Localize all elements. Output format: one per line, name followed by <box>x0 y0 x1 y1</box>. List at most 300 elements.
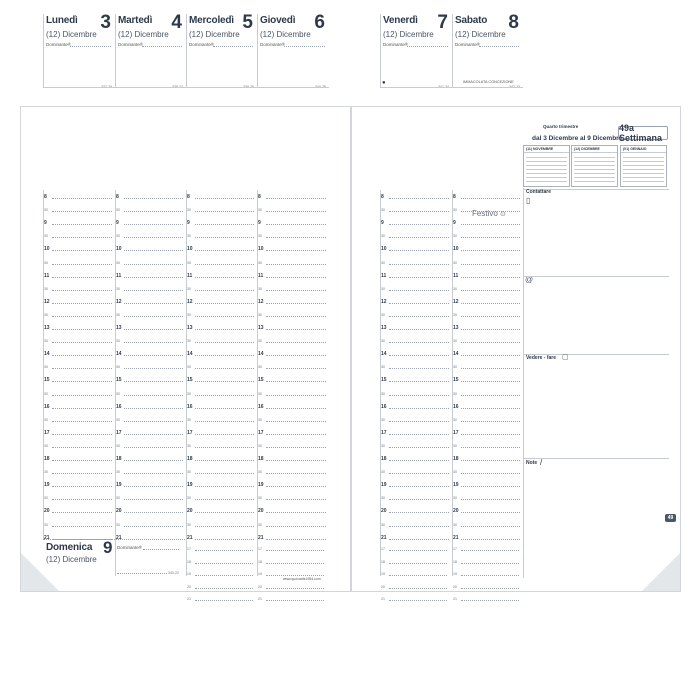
hour-line <box>461 198 520 199</box>
hour-line <box>124 355 183 356</box>
hour-label: 15 <box>381 377 387 384</box>
hour-line <box>195 381 254 382</box>
hour-label: 19 <box>453 482 459 489</box>
mini-calendar-grid <box>623 154 664 183</box>
hour-line <box>52 224 112 225</box>
day-name: Lunedì <box>46 15 78 26</box>
half-hour-label: 30 <box>187 286 191 291</box>
day-header-monday[interactable] <box>43 14 115 88</box>
half-hour-label: 30 <box>116 417 120 422</box>
hour-label: 21 <box>187 534 193 541</box>
hour-line <box>266 198 326 199</box>
half-hour-label: 30 <box>258 443 262 448</box>
half-hour-line <box>124 447 183 448</box>
hour-line <box>52 486 112 487</box>
hour-label: 19 <box>187 482 193 489</box>
sunday-hour-line <box>266 575 324 576</box>
day-month: (12) Dicembre <box>46 555 97 564</box>
hour-label: 18 <box>453 456 459 462</box>
day-code: 337-29 <box>101 85 112 89</box>
header-base-line <box>116 87 186 88</box>
hour-line <box>266 381 326 382</box>
half-hour-line <box>266 237 326 238</box>
day-name: Martedì <box>118 15 153 26</box>
half-hour-line <box>195 211 254 212</box>
half-hour-label: 30 <box>187 391 191 396</box>
hour-line <box>461 355 520 356</box>
day-month: (12) Dicembre <box>455 30 506 39</box>
sunday-hour-line <box>195 575 253 576</box>
hour-line <box>195 250 254 251</box>
holiday-label: IMMACOLATA CONCEZIONE <box>463 80 514 84</box>
half-hour-label: 30 <box>453 470 457 475</box>
column-separator <box>115 190 116 576</box>
hour-label: 14 <box>258 351 264 358</box>
half-hour-line <box>195 421 254 422</box>
hour-line <box>195 460 254 461</box>
half-hour-line <box>124 237 183 238</box>
sunday-hour-line <box>389 600 447 601</box>
half-hour-label: 30 <box>381 234 385 239</box>
half-hour-line <box>461 342 520 343</box>
hour-line <box>389 198 449 199</box>
half-hour-line <box>52 290 112 291</box>
header-base-line <box>453 87 523 88</box>
hour-line <box>195 303 254 304</box>
half-hour-line <box>124 342 183 343</box>
half-hour-label: 30 <box>258 260 262 265</box>
hour-line <box>266 434 326 435</box>
note-icon: ▢ <box>562 354 569 361</box>
sunday-day-code: 343-22 <box>168 571 179 575</box>
half-hour-line <box>195 526 254 527</box>
sunday-hour-line <box>461 550 519 551</box>
half-hour-label: 30 <box>187 443 191 448</box>
column-separator <box>380 190 381 576</box>
week-number-badge: 49a Settimana <box>618 126 668 140</box>
half-hour-line <box>52 447 112 448</box>
half-hour-line <box>52 395 112 396</box>
hour-label: 15 <box>453 377 459 384</box>
half-hour-line <box>461 264 520 265</box>
half-hour-line <box>389 421 449 422</box>
sunday-hour-line <box>461 563 519 564</box>
half-hour-label: 30 <box>381 391 385 396</box>
hour-line <box>124 408 183 409</box>
half-hour-label: 30 <box>44 365 48 370</box>
dominante-line <box>213 46 253 47</box>
hour-label: 13 <box>116 325 122 331</box>
sunday-hour-label: 18 <box>453 559 457 564</box>
sunday-hour-label: 19 <box>187 572 191 576</box>
half-hour-label: 30 <box>116 208 120 213</box>
header-base-line <box>258 87 329 88</box>
hour-line <box>266 329 326 330</box>
mini-calendar-november[interactable] <box>523 145 570 187</box>
hour-line <box>461 486 520 487</box>
half-hour-line <box>52 264 112 265</box>
panel-separator <box>523 188 524 578</box>
hour-line <box>195 486 254 487</box>
day-header-thursday[interactable] <box>257 14 329 88</box>
hour-line <box>124 512 183 513</box>
half-hour-label: 30 <box>116 260 120 265</box>
hour-label: 19 <box>44 482 50 489</box>
sunday-hour-line <box>461 588 519 589</box>
sunday-hour-line <box>461 575 519 576</box>
dominante-label: Dominante® <box>455 42 481 47</box>
sunday-hour-line <box>461 600 519 601</box>
half-hour-line <box>389 526 449 527</box>
day-month: (12) Dicembre <box>383 30 434 39</box>
half-hour-line <box>124 421 183 422</box>
half-hour-label: 30 <box>187 208 191 213</box>
hour-line <box>389 408 449 409</box>
half-hour-line <box>52 237 112 238</box>
hour-line <box>266 303 326 304</box>
day-code: 338-27 <box>172 85 183 89</box>
mini-calendar-title: (12) DICEMBRE <box>572 146 617 153</box>
hour-label: 14 <box>453 351 459 358</box>
half-hour-label: 30 <box>258 496 262 501</box>
half-hour-label: 30 <box>187 522 191 527</box>
hour-label: 10 <box>44 246 50 253</box>
hour-line <box>461 408 520 409</box>
half-hour-label: 30 <box>44 208 48 213</box>
dominante-line <box>479 46 519 47</box>
hour-label: 18 <box>116 456 122 462</box>
half-hour-line <box>266 368 326 369</box>
hour-line <box>389 355 449 356</box>
hour-label: 20 <box>44 508 50 515</box>
half-hour-label: 30 <box>187 312 191 317</box>
half-hour-line <box>195 473 254 474</box>
day-month: (12) Dicembre <box>189 30 240 39</box>
hour-line <box>124 381 183 382</box>
sunday-hour-label: 20 <box>381 584 385 589</box>
hour-label: 20 <box>453 508 459 515</box>
hour-label: 13 <box>258 325 264 331</box>
sunday-hour-label: 17 <box>258 547 262 551</box>
day-number: 9 <box>103 538 113 557</box>
day-header-saturday[interactable] <box>452 14 523 88</box>
hour-line <box>195 198 254 199</box>
hour-line <box>195 512 254 513</box>
quarter-label: Quarto trimestre <box>543 124 579 129</box>
hour-label: 11 <box>381 272 387 279</box>
half-hour-label: 30 <box>44 286 48 291</box>
week-range: dal 3 Dicembre al 9 Dicembre <box>532 135 623 142</box>
hour-line <box>389 512 449 513</box>
half-hour-line <box>195 316 254 317</box>
mini-calendar-grid <box>574 154 615 183</box>
half-hour-label: 30 <box>381 286 385 291</box>
hour-line <box>266 512 326 513</box>
hour-label: 21 <box>381 534 387 541</box>
half-hour-label: 30 <box>381 312 385 317</box>
hour-line <box>461 434 520 435</box>
half-hour-line <box>124 368 183 369</box>
hour-line <box>389 381 449 382</box>
half-hour-label: 30 <box>258 470 262 475</box>
dominante-label: Dominante® <box>189 42 215 47</box>
half-hour-line <box>266 211 326 212</box>
header-base-line <box>381 87 452 88</box>
hour-line <box>124 303 183 304</box>
header-base-line <box>187 87 257 88</box>
hour-label: 21 <box>453 534 459 541</box>
hour-line <box>124 486 183 487</box>
half-hour-label: 30 <box>116 496 120 501</box>
sunday-divider <box>43 539 185 540</box>
hour-label: 14 <box>187 351 193 358</box>
panel-rule <box>523 458 669 459</box>
day-header-friday[interactable] <box>380 14 452 88</box>
hour-line <box>461 381 520 382</box>
half-hour-label: 30 <box>381 522 385 527</box>
hour-line <box>461 460 520 461</box>
day-month: (12) Dicembre <box>46 30 97 39</box>
sunday-hour-line <box>195 550 253 551</box>
hour-label: 8 <box>187 194 190 200</box>
hour-label: 16 <box>44 403 50 410</box>
hour-line <box>195 277 254 278</box>
dominante-label: Dominante® <box>383 42 409 47</box>
day-code: 341-24 <box>438 85 449 89</box>
hour-line <box>266 460 326 461</box>
sunday-hour-line <box>389 550 447 551</box>
half-hour-line <box>389 211 449 212</box>
half-hour-label: 30 <box>116 391 120 396</box>
day-number: 7 <box>437 12 448 33</box>
day-number: 5 <box>242 12 253 33</box>
hour-line <box>52 381 112 382</box>
half-hour-label: 30 <box>453 365 457 370</box>
hour-line <box>389 329 449 330</box>
half-hour-line <box>52 421 112 422</box>
mini-calendar-december[interactable] <box>571 145 618 187</box>
half-hour-label: 30 <box>187 339 191 344</box>
hour-label: 8 <box>453 194 456 200</box>
hour-label: 10 <box>258 246 264 253</box>
hour-line <box>266 224 326 225</box>
half-hour-line <box>266 316 326 317</box>
hour-label: 8 <box>116 194 119 200</box>
hour-line <box>461 539 520 540</box>
half-hour-label: 30 <box>381 365 385 370</box>
panel-rule <box>523 276 669 277</box>
half-hour-label: 30 <box>381 417 385 422</box>
half-hour-line <box>389 264 449 265</box>
eye-icon: ⊙ <box>500 211 506 218</box>
hour-line <box>389 250 449 251</box>
hour-line <box>389 486 449 487</box>
day-header-wednesday[interactable] <box>186 14 257 88</box>
hour-label: 10 <box>453 246 459 253</box>
dominante-label: Dominante® <box>46 42 72 47</box>
half-hour-label: 30 <box>116 365 120 370</box>
hour-label: 8 <box>258 194 261 200</box>
hour-label: 14 <box>116 351 122 358</box>
hour-line <box>52 198 112 199</box>
dominante-line <box>70 46 111 47</box>
half-hour-line <box>52 316 112 317</box>
hour-label: 21 <box>44 534 50 541</box>
half-hour-label: 30 <box>116 339 120 344</box>
hour-line <box>266 486 326 487</box>
hour-label: 18 <box>381 456 387 462</box>
hour-line <box>461 303 520 304</box>
hour-line <box>124 460 183 461</box>
sunday-hour-label: 20 <box>187 584 191 589</box>
hour-label: 11 <box>187 272 193 279</box>
half-hour-label: 30 <box>44 260 48 265</box>
half-hour-line <box>266 447 326 448</box>
hour-line <box>461 329 520 330</box>
hour-line <box>52 277 112 278</box>
half-hour-line <box>389 499 449 500</box>
mini-calendar-title: (01) GENNAIO <box>621 146 666 153</box>
day-code: 342-23 <box>509 85 520 89</box>
hour-line <box>389 303 449 304</box>
half-hour-label: 30 <box>187 470 191 475</box>
column-separator <box>452 190 453 576</box>
half-hour-label: 30 <box>44 417 48 422</box>
hour-line <box>52 303 112 304</box>
half-hour-line <box>389 290 449 291</box>
dominante-line <box>284 46 325 47</box>
dominante-label: Dominante® <box>118 42 144 47</box>
sunday-hour-label: 18 <box>381 559 385 564</box>
hour-label: 16 <box>187 403 193 410</box>
half-hour-line <box>389 316 449 317</box>
hour-line <box>461 224 520 225</box>
day-name: Giovedì <box>260 15 296 26</box>
day-number: 8 <box>508 12 519 33</box>
half-hour-line <box>195 264 254 265</box>
hour-line <box>124 329 183 330</box>
festivo-text: Festivo <box>472 209 498 218</box>
half-hour-line <box>52 473 112 474</box>
hour-line <box>52 329 112 330</box>
half-hour-label: 30 <box>258 522 262 527</box>
half-hour-label: 30 <box>258 286 262 291</box>
column-separator <box>257 190 258 576</box>
half-hour-label: 30 <box>453 391 457 396</box>
mini-calendar-title: (11) NOVEMBRE <box>524 146 569 153</box>
hour-label: 10 <box>381 246 387 253</box>
half-hour-label: 30 <box>258 208 262 213</box>
half-hour-line <box>124 395 183 396</box>
half-hour-line <box>266 290 326 291</box>
sunday-hour-label: 20 <box>453 584 457 589</box>
day-header-tuesday[interactable] <box>115 14 186 88</box>
hour-line <box>461 512 520 513</box>
half-hour-line <box>124 211 183 212</box>
hour-label: 12 <box>44 298 50 305</box>
day-name: Domenica <box>46 542 93 553</box>
half-hour-line <box>461 499 520 500</box>
half-hour-line <box>461 395 520 396</box>
hour-line <box>266 408 326 409</box>
hour-label: 16 <box>453 403 459 410</box>
hour-label: 11 <box>44 272 50 279</box>
half-hour-label: 30 <box>187 234 191 239</box>
sunday-hour-line <box>195 600 253 601</box>
hour-label: 21 <box>258 534 264 541</box>
half-hour-label: 30 <box>44 339 48 344</box>
hour-line <box>461 250 520 251</box>
hour-label: 14 <box>381 351 387 358</box>
hour-label: 12 <box>187 298 193 305</box>
half-hour-line <box>52 526 112 527</box>
sunday-hour-label: 17 <box>187 547 191 551</box>
half-hour-line <box>389 237 449 238</box>
hour-line <box>124 434 183 435</box>
hour-line <box>195 329 254 330</box>
day-number: 4 <box>171 12 182 33</box>
hour-label: 9 <box>258 220 261 227</box>
half-hour-label: 30 <box>258 365 262 370</box>
hour-label: 15 <box>258 377 264 384</box>
half-hour-label: 30 <box>258 391 262 396</box>
hour-line <box>124 198 183 199</box>
hour-label: 18 <box>187 456 193 462</box>
sunday-hour-label: 17 <box>381 547 385 551</box>
half-hour-line <box>266 395 326 396</box>
half-hour-label: 30 <box>453 443 457 448</box>
hour-label: 20 <box>187 508 193 515</box>
half-hour-label: 30 <box>453 522 457 527</box>
half-hour-label: 30 <box>44 312 48 317</box>
half-hour-line <box>124 316 183 317</box>
half-hour-line <box>389 447 449 448</box>
hour-label: 13 <box>453 325 459 331</box>
half-hour-line <box>52 342 112 343</box>
festivo-label <box>472 209 506 218</box>
hour-label: 9 <box>381 220 384 227</box>
hour-line <box>52 355 112 356</box>
half-hour-label: 30 <box>258 234 262 239</box>
half-hour-line <box>266 264 326 265</box>
new-moon-icon: ● <box>382 80 386 86</box>
half-hour-line <box>124 264 183 265</box>
hour-label: 12 <box>453 298 459 305</box>
half-hour-label: 30 <box>187 260 191 265</box>
at-sign-icon: @ <box>525 275 534 284</box>
vedere-fare-label: Vedere - fare <box>526 355 557 361</box>
half-hour-line <box>266 342 326 343</box>
day-code: 340-25 <box>315 85 326 89</box>
hour-label: 15 <box>44 377 50 384</box>
half-hour-line <box>195 237 254 238</box>
half-hour-line <box>195 395 254 396</box>
note-label: Note <box>526 460 538 466</box>
hour-label: 16 <box>381 403 387 410</box>
hour-label: 21 <box>116 534 122 541</box>
hour-line <box>266 250 326 251</box>
hour-line <box>195 434 254 435</box>
half-hour-line <box>195 447 254 448</box>
half-hour-line <box>266 421 326 422</box>
hour-label: 11 <box>453 272 459 279</box>
half-hour-line <box>195 342 254 343</box>
half-hour-line <box>461 316 520 317</box>
hour-label: 8 <box>381 194 384 200</box>
mini-calendar-january[interactable] <box>620 145 667 187</box>
sunday-hour-label: 18 <box>258 559 262 564</box>
hour-label: 14 <box>44 351 50 358</box>
